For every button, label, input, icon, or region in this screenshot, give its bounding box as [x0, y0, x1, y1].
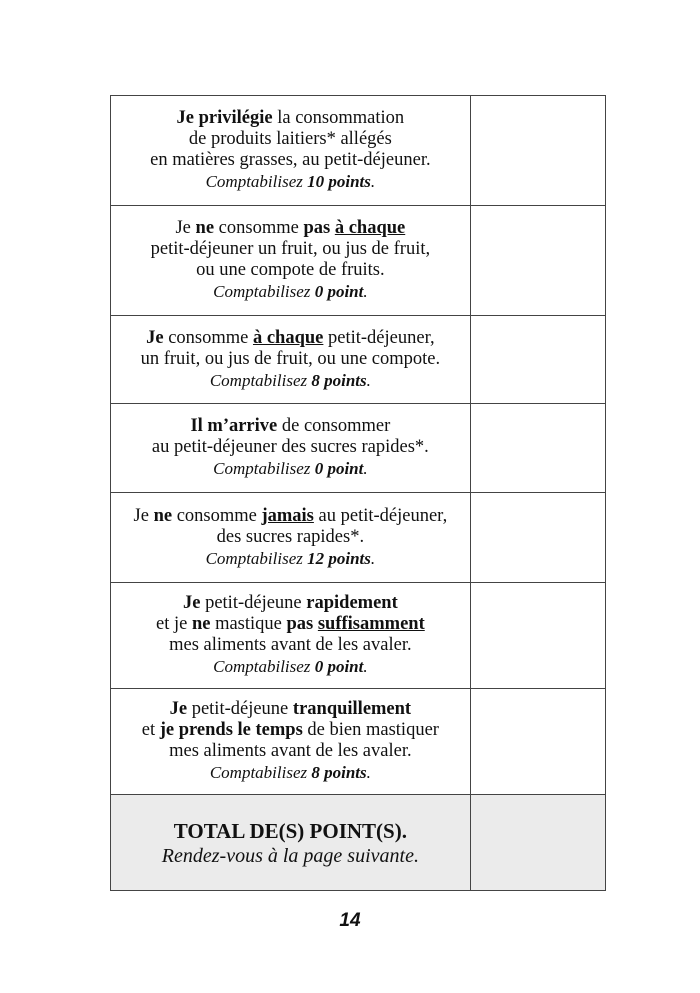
total-title: TOTAL DE(S) POINT(S).: [173, 818, 407, 843]
statement-cell: [111, 316, 471, 404]
text-segment: 0 point: [314, 657, 364, 676]
text-segment: la consommation: [272, 108, 405, 128]
table-row: [111, 316, 606, 404]
text-segment: de bien mastiquer: [302, 720, 439, 740]
statement-cell: [111, 96, 471, 206]
statement-line: [111, 614, 470, 635]
text-segment: consomme: [163, 327, 253, 348]
text-segment: à chaque: [334, 218, 406, 238]
text-segment: jamais: [261, 505, 314, 526]
text-segment: petit-déjeuner un fruit, ou jus de fruit,: [150, 239, 431, 259]
statement-line: [111, 239, 470, 260]
statement-line: [111, 593, 470, 614]
text-segment: Comptabilisez: [213, 282, 315, 301]
text-segment: je prends le temps: [159, 720, 303, 740]
text-segment: .: [366, 370, 371, 390]
text-segment: mes aliments avant de les avaler.: [169, 635, 412, 655]
table-row: [111, 689, 606, 795]
text-segment: Comptabilisez: [205, 548, 308, 568]
text-segment: au petit-déjeuner des sucres rapides*.: [151, 437, 429, 457]
text-segment: mastique: [210, 614, 287, 634]
statement-line: [111, 458, 470, 480]
score-cell[interactable]: [470, 583, 605, 689]
text-segment: consomme: [172, 505, 262, 526]
statement-line: [111, 260, 470, 281]
text-segment: .: [366, 763, 371, 782]
statement-line: [111, 129, 470, 150]
table-row: [111, 493, 606, 583]
score-cell[interactable]: [470, 404, 605, 493]
text-segment: 8 points: [311, 370, 367, 390]
text-segment: Comptabilisez: [205, 172, 308, 191]
statement-cell: [111, 493, 471, 583]
statement-line: [111, 506, 470, 527]
text-segment: à chaque: [252, 327, 324, 348]
text-segment: Comptabilisez: [213, 657, 315, 676]
text-segment: rapidement: [306, 593, 398, 613]
text-segment: .: [370, 172, 376, 191]
text-segment: .: [363, 282, 368, 301]
statement-cell: [111, 206, 471, 316]
statement-line: [111, 741, 470, 762]
text-segment: 0 point: [314, 282, 364, 301]
page-number: 14: [339, 910, 361, 931]
text-segment: Je privilégie: [176, 108, 273, 128]
statement-line: [111, 218, 470, 239]
text-segment: Comptabilisez: [209, 763, 312, 782]
text-segment: et je: [155, 614, 192, 634]
text-segment: en matières grasses, au petit-déjeuner.: [150, 150, 431, 170]
text-segment: ne: [195, 218, 215, 238]
statement-line: [111, 635, 470, 656]
score-cell[interactable]: [470, 316, 605, 404]
statement-line: [111, 370, 470, 392]
statement-cell: [111, 583, 471, 689]
statement-line: [111, 150, 470, 171]
text-segment: petit-déjeune: [187, 699, 293, 719]
text-segment: mes aliments avant de les avaler.: [169, 741, 412, 761]
text-segment: un fruit, ou jus de fruit, ou une compote.: [140, 348, 441, 369]
total-score-cell[interactable]: [470, 795, 605, 891]
scoring-table: [110, 95, 606, 891]
text-segment: pas: [303, 218, 331, 238]
statement-line: [111, 281, 470, 303]
text-segment: Je: [175, 218, 196, 238]
statement-line: [111, 328, 470, 349]
score-cell[interactable]: [470, 493, 605, 583]
statement-line: [111, 349, 470, 370]
statement-line: [111, 548, 470, 570]
statement-line: [111, 437, 470, 458]
text-segment: 0 point: [314, 459, 364, 478]
text-segment: ou une compote de fruits.: [196, 260, 385, 280]
statement-line: [111, 527, 470, 548]
statement-line: [111, 416, 470, 437]
text-segment: tranquillement: [292, 699, 412, 719]
table-row: [111, 206, 606, 316]
statement-line: [111, 762, 470, 784]
total-subtitle: Rendez-vous à la page suivante.: [161, 844, 419, 867]
statement-line: [111, 699, 470, 720]
text-segment: pas: [286, 614, 314, 634]
statement-cell: [111, 404, 471, 493]
text-segment: au petit-déjeuner,: [313, 505, 448, 526]
total-row: [111, 795, 606, 891]
score-cell[interactable]: [470, 96, 605, 206]
text-segment: ne: [191, 614, 211, 634]
text-segment: 10 points: [307, 172, 371, 191]
score-cell[interactable]: [470, 689, 605, 795]
table-row: [111, 583, 606, 689]
text-segment: petit-déjeuner,: [323, 327, 435, 348]
statement-cell: [111, 689, 471, 795]
text-segment: Je: [133, 505, 154, 526]
text-segment: Je: [182, 593, 201, 613]
text-segment: consomme: [214, 218, 304, 238]
text-segment: ne: [153, 505, 173, 526]
text-segment: 8 points: [311, 763, 367, 782]
text-segment: Je: [169, 699, 188, 719]
table-row: [111, 404, 606, 493]
text-segment: Il m’arrive: [190, 416, 278, 436]
text-segment: petit-déjeune: [200, 593, 307, 613]
text-segment: de consommer: [277, 416, 391, 436]
text-segment: .: [370, 548, 376, 568]
statement-line: [111, 108, 470, 129]
text-segment: de produits laitiers* allégés: [188, 129, 392, 149]
text-segment: et: [141, 720, 160, 740]
text-segment: Comptabilisez: [213, 459, 315, 478]
text-segment: suffisamment: [317, 614, 425, 634]
text-segment: 12 points: [307, 548, 371, 568]
score-cell[interactable]: [470, 206, 605, 316]
statement-line: [111, 656, 470, 678]
text-segment: .: [363, 459, 368, 478]
text-segment: des sucres rapides*.: [216, 526, 365, 547]
statement-line: [111, 171, 470, 193]
table-row: [111, 96, 606, 206]
total-label-cell: [111, 795, 471, 891]
text-segment: .: [363, 657, 368, 676]
text-segment: Comptabilisez: [209, 370, 312, 390]
statement-line: [111, 720, 470, 741]
text-segment: Je: [146, 327, 164, 348]
